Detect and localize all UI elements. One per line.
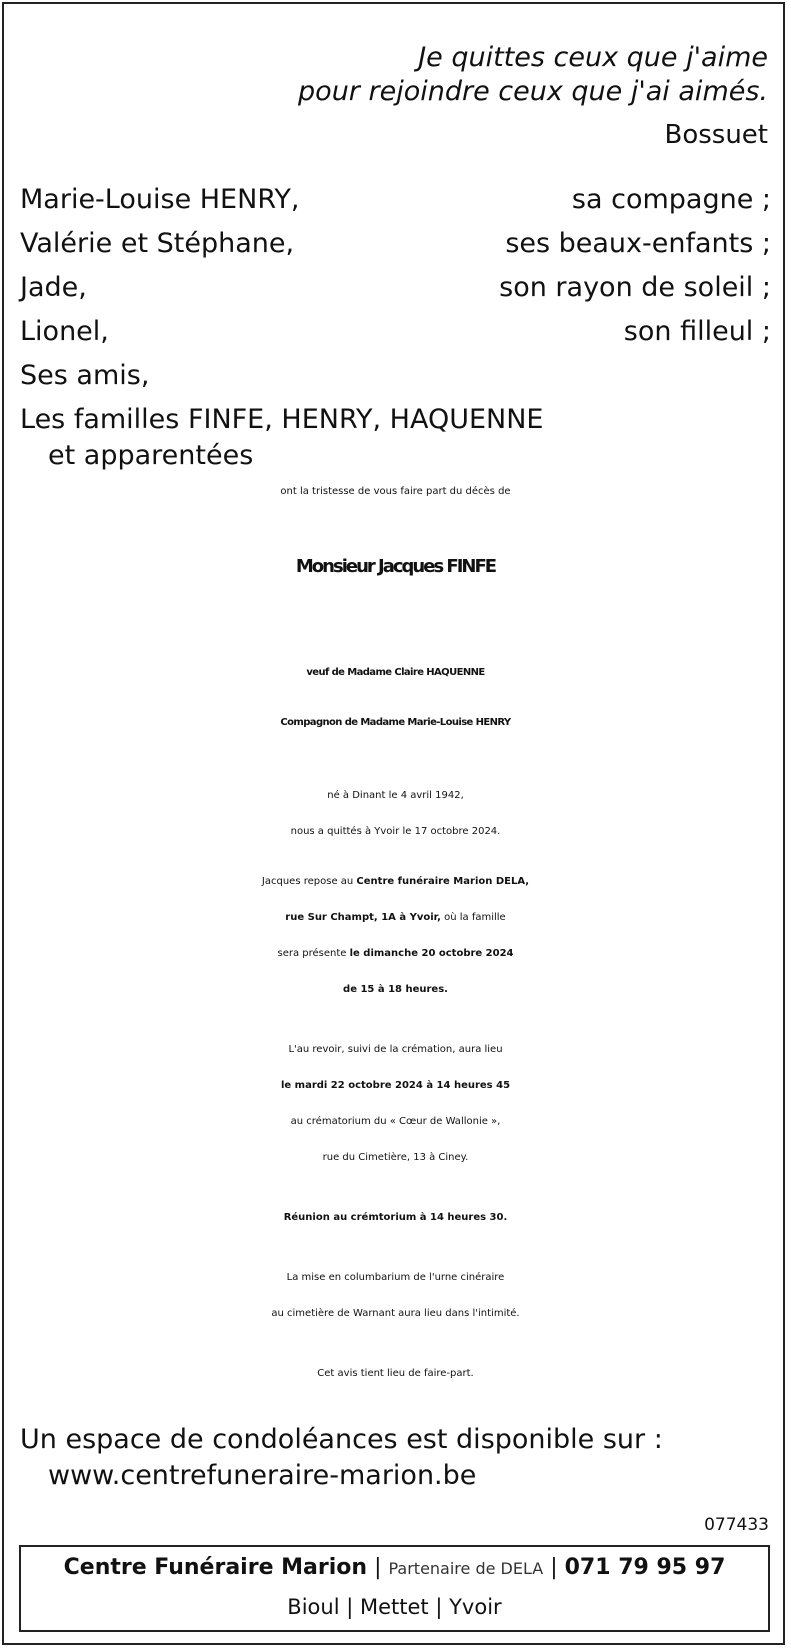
footer-separator: | [346, 1595, 354, 1619]
visitation-text-2: où la famille [440, 912, 506, 923]
birth-line: né à Dinant le 4 avril 1942, [327, 790, 464, 801]
epigraph-line-2: pour rejoindre ceux que j'ai aimés. [298, 76, 768, 107]
footer-town-2: Mettet [359, 1595, 429, 1619]
ceremony-date: le mardi 22 octobre 2024 à 14 heures 45 [280, 1080, 511, 1091]
columbarium-line-1: La mise en columbarium de l'urne cinéraire [286, 1272, 505, 1283]
family-relation-3: son rayon de soleil ; [499, 272, 771, 303]
meeting-line: Réunion au crémtorium à 14 heures 30. [283, 1212, 508, 1223]
family-name-5: Ses amis, [20, 360, 150, 391]
family-name-2: Valérie et Stéphane, [20, 228, 295, 259]
epigraph-line-1: Je quittes ceux que j'aime [418, 42, 768, 73]
family-relation-4: son filleul ; [623, 316, 771, 347]
notice-line: Cet avis tient lieu de faire-part. [317, 1368, 474, 1379]
condolences-line: Un espace de condoléances est disponible sur : [20, 1424, 663, 1455]
visitation-text-1: Jacques repose au [261, 876, 357, 887]
family-relation-2: ses beaux-enfants ; [505, 228, 771, 259]
family-name-4: Lionel, [20, 316, 109, 347]
footer-phone[interactable]: 071 79 95 97 [564, 1555, 726, 1580]
epigraph-author: Bossuet [664, 120, 768, 150]
family-name-1: Marie-Louise HENRY, [20, 184, 300, 215]
funeral-home-name: Centre funéraire Marion DELA, [356, 876, 530, 887]
ceremony-line-1: L'au revoir, suivi de la crémation, aura lieu [288, 1044, 503, 1055]
widow-of: veuf de Madame Claire HAQUENNE [306, 667, 485, 678]
condolences-url[interactable]: www.centrefuneraire-marion.be [48, 1460, 477, 1491]
death-line: nous a quittés à Yvoir le 17 octobre 2024. [290, 826, 501, 837]
footer-separator: | [550, 1555, 558, 1580]
family-relation-1: sa compagne ; [571, 184, 771, 215]
family-name-3: Jade, [20, 272, 87, 303]
ceremony-address: rue du Cimetière, 13 à Ciney. [322, 1152, 469, 1163]
visitation-line-1 [0, 876, 791, 887]
visitation-text-3: sera présente [277, 948, 350, 959]
columbarium-line-2: au cimetière de Warnant aura lieu dans l'intimité. [271, 1308, 520, 1319]
ceremony-place: au crématorium du « Cœur de Wallonie », [290, 1116, 501, 1127]
visitation-date: le dimanche 20 octobre 2024 [349, 948, 514, 959]
footer-town-3: Yvoir [449, 1595, 502, 1619]
footer-line-1 [21, 1555, 768, 1580]
footer-separator: | [435, 1595, 443, 1619]
footer-partner: Partenaire de DELA [388, 1559, 544, 1578]
reference-code: 077433 [704, 1515, 769, 1535]
family-extra: et apparentées [48, 440, 254, 471]
visitation-line-2 [0, 912, 791, 923]
footer-town-1: Bioul [287, 1595, 340, 1619]
footer-company: Centre Funéraire Marion [63, 1555, 368, 1580]
visitation-line-3 [0, 948, 791, 959]
family-name-6: Les familles FINFE, HENRY, HAQUENNE [20, 404, 544, 435]
footer-separator: | [374, 1555, 382, 1580]
deceased-name: Monsieur Jacques FINFE [295, 556, 496, 577]
announcement: ont la tristesse de vous faire part du décès de [280, 486, 511, 497]
footer-line-2 [21, 1595, 768, 1619]
companion-of: Compagnon de Madame Marie-Louise HENRY [280, 717, 511, 728]
visitation-hours: de 15 à 18 heures. [343, 984, 448, 995]
funeral-home-address: rue Sur Champt, 1A à Yvoir, [285, 912, 441, 923]
funeral-home-footer [19, 1545, 770, 1632]
